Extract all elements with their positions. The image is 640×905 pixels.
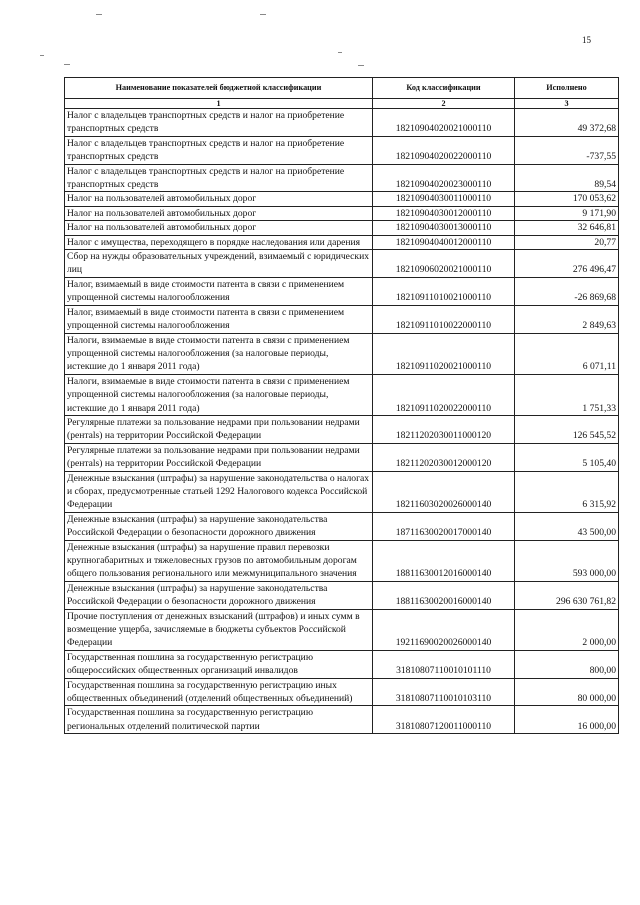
row-code: 18711630020017000140 <box>373 512 515 540</box>
row-name: Налог, взимаемый в виде стоимости патента в связи с применением упрощенной системы налогообложения <box>65 277 373 305</box>
row-code: 18210904020023000110 <box>373 164 515 192</box>
row-amount: 16 000,00 <box>515 706 619 734</box>
row-name: Государственная пошлина за государственную регистрацию региональных отделений политической партии <box>65 706 373 734</box>
table-row <box>65 192 619 206</box>
row-amount: 20,77 <box>515 235 619 249</box>
table-row <box>65 374 619 415</box>
row-code: 18210911010021000110 <box>373 277 515 305</box>
table-row <box>65 250 619 278</box>
row-amount: 2 000,00 <box>515 609 619 650</box>
table-row <box>65 164 619 192</box>
table-row <box>65 706 619 734</box>
row-amount: 296 630 761,82 <box>515 581 619 609</box>
row-amount: -26 869,68 <box>515 277 619 305</box>
header-executed: Исполнено <box>515 78 619 99</box>
row-code: 19211690020026000140 <box>373 609 515 650</box>
header-name: Наименование показателей бюджетной классификации <box>65 78 373 99</box>
table-row <box>65 650 619 678</box>
column-number: 3 <box>515 99 619 109</box>
row-code: 18211202030012000120 <box>373 443 515 471</box>
row-amount: 593 000,00 <box>515 540 619 581</box>
table-row <box>65 540 619 581</box>
row-amount: 170 053,62 <box>515 192 619 206</box>
row-code: 31810807120011000110 <box>373 706 515 734</box>
row-amount: 32 646,81 <box>515 221 619 235</box>
row-amount: 80 000,00 <box>515 678 619 706</box>
row-amount: 1 751,33 <box>515 374 619 415</box>
row-amount: 49 372,68 <box>515 109 619 137</box>
row-code: 18210904040012000110 <box>373 235 515 249</box>
row-code: 18210904020021000110 <box>373 109 515 137</box>
table-row <box>65 235 619 249</box>
row-name: Регулярные платежи за пользование недрами при пользовании недрами (рентals) на территории Российской Федерации <box>65 443 373 471</box>
table-body <box>65 109 619 734</box>
row-amount: 89,54 <box>515 164 619 192</box>
header-code: Код классификации <box>373 78 515 99</box>
row-amount: 6 071,11 <box>515 333 619 374</box>
row-name: Денежные взыскания (штрафы) за нарушение законодательства о налогах и сборах, предусмотренные статьей 1292 Налогового кодекса Российской Федерации <box>65 471 373 512</box>
row-name: Налог на пользователей автомобильных дорог <box>65 221 373 235</box>
row-amount: 43 500,00 <box>515 512 619 540</box>
column-number: 2 <box>373 99 515 109</box>
row-amount: 5 105,40 <box>515 443 619 471</box>
row-code: 31810807110010101110 <box>373 650 515 678</box>
row-name: Сбор на нужды образовательных учреждений, взимаемый с юридических лиц <box>65 250 373 278</box>
row-name: Налог с владельцев транспортных средств и налог на приобретение транспортных средств <box>65 136 373 164</box>
row-name: Прочие поступления от денежных взысканий (штрафов) и иных сумм в возмещение ущерба, зачисляемые в бюджеты субъектов Российской Федерации <box>65 609 373 650</box>
row-name: Налоги, взимаемые в виде стоимости патента в связи с применением упрощенной системы налогообложения (за налоговые периоды, истекшие до 1 января 2011 года) <box>65 333 373 374</box>
row-name: Денежные взыскания (штрафы) за нарушение законодательства Российской Федерации о безопасности дорожного движения <box>65 512 373 540</box>
row-code: 18210911020022000110 <box>373 374 515 415</box>
table-row <box>65 512 619 540</box>
row-amount: 276 496,47 <box>515 250 619 278</box>
row-name: Денежные взыскания (штрафы) за нарушение законодательства Российской Федерации о безопасности дорожного движения <box>65 581 373 609</box>
row-code: 31810807110010103110 <box>373 678 515 706</box>
row-amount: 800,00 <box>515 650 619 678</box>
table-row <box>65 277 619 305</box>
page-number: 15 <box>582 35 591 45</box>
table-header-row <box>65 78 619 99</box>
row-amount: -737,55 <box>515 136 619 164</box>
row-name: Налог с владельцев транспортных средств и налог на приобретение транспортных средств <box>65 109 373 137</box>
column-number: 1 <box>65 99 373 109</box>
table-row <box>65 581 619 609</box>
scan-mark <box>96 14 102 15</box>
row-code: 18210911010022000110 <box>373 305 515 333</box>
row-code: 18211603020026000140 <box>373 471 515 512</box>
table-row <box>65 333 619 374</box>
table-row <box>65 136 619 164</box>
row-name: Налог с владельцев транспортных средств и налог на приобретение транспортных средств <box>65 164 373 192</box>
table-row <box>65 678 619 706</box>
row-code: 18210904030012000110 <box>373 206 515 220</box>
table-row <box>65 305 619 333</box>
table-row <box>65 206 619 220</box>
scan-mark <box>358 65 364 66</box>
row-amount: 6 315,92 <box>515 471 619 512</box>
row-name: Государственная пошлина за государственную регистрацию общероссийских общественных организаций инвалидов <box>65 650 373 678</box>
row-code: 18210911020021000110 <box>373 333 515 374</box>
budget-table <box>64 77 619 734</box>
row-code: 18811630012016000140 <box>373 540 515 581</box>
scan-mark <box>338 52 342 53</box>
row-code: 18811630020016000140 <box>373 581 515 609</box>
scan-mark <box>260 14 266 15</box>
table-row <box>65 609 619 650</box>
scan-mark <box>64 64 70 65</box>
row-code: 18210906020021000110 <box>373 250 515 278</box>
row-name: Регулярные платежи за пользование недрами при пользовании недрами (рентals) на территории Российской Федерации <box>65 415 373 443</box>
row-name: Налог, взимаемый в виде стоимости патента в связи с применением упрощенной системы налогообложения <box>65 305 373 333</box>
row-name: Налоги, взимаемые в виде стоимости патента в связи с применением упрощенной системы налогообложения (за налоговые периоды, истекшие до 1 января 2011 года) <box>65 374 373 415</box>
row-code: 18211202030011000120 <box>373 415 515 443</box>
row-code: 18210904030013000110 <box>373 221 515 235</box>
row-code: 18210904030011000110 <box>373 192 515 206</box>
table-row <box>65 443 619 471</box>
table-row <box>65 415 619 443</box>
row-name: Налог с имущества, переходящего в порядке наследования или дарения <box>65 235 373 249</box>
row-amount: 9 171,90 <box>515 206 619 220</box>
table-row <box>65 471 619 512</box>
scan-mark <box>40 55 44 56</box>
row-code: 18210904020022000110 <box>373 136 515 164</box>
row-name: Налог на пользователей автомобильных дорог <box>65 192 373 206</box>
table-row <box>65 221 619 235</box>
row-name: Государственная пошлина за государственную регистрацию иных общественных объединений (отделений общественных объединений) <box>65 678 373 706</box>
row-amount: 2 849,63 <box>515 305 619 333</box>
table-row <box>65 109 619 137</box>
row-amount: 126 545,52 <box>515 415 619 443</box>
row-name: Налог на пользователей автомобильных дорог <box>65 206 373 220</box>
row-name: Денежные взыскания (штрафы) за нарушение правил перевозки крупногабаритных и тяжеловесных грузов по автомобильным дорогам общего пользования регионального или межмуниципального значения <box>65 540 373 581</box>
column-number-row <box>65 99 619 109</box>
